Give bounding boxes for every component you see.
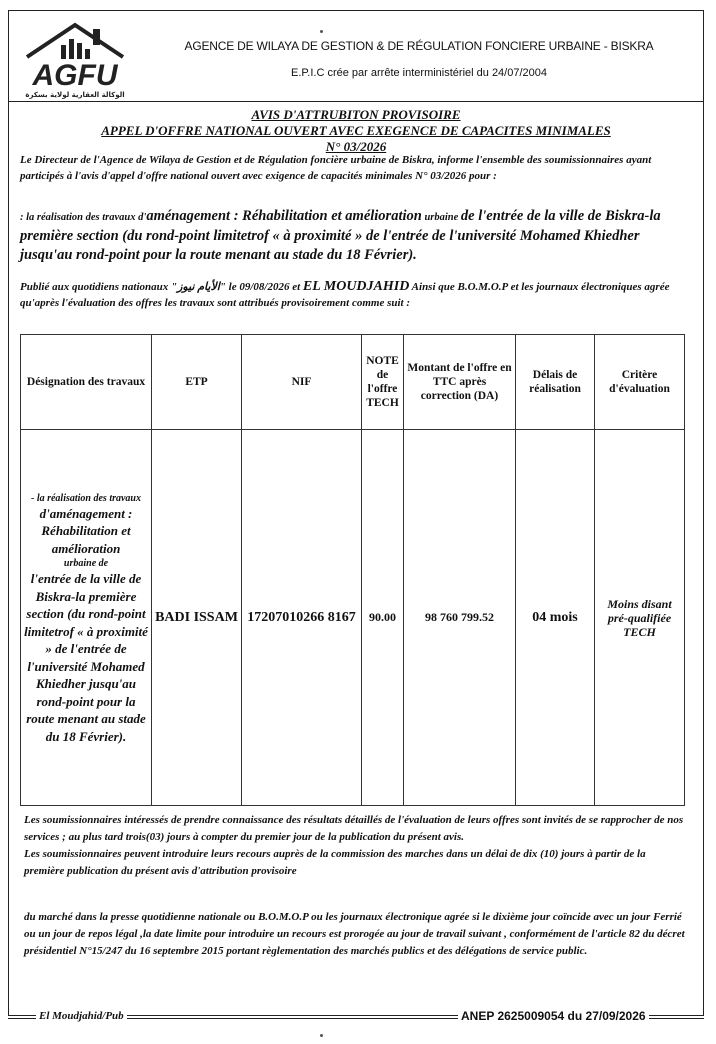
header-note: NOTE de l'offre TECH	[362, 335, 404, 430]
cell-nif: 17207010266 8167	[242, 430, 362, 806]
notice-titles	[9, 107, 703, 155]
header-nif: NIF	[242, 335, 362, 430]
header	[9, 11, 703, 102]
footer-paragraph-1: Les soumissionnaires intéressés de prendre connaissance des résultats détaillés de l'évaluation de leurs offres sont invités de se rapprocher de nos services ; au plus tard trois(03) jours à compter du premier jour de la publication du présent avis.	[24, 814, 684, 843]
intro-paragraph: Le Directeur de l'Agence de Wilaya de Gestion et de Régulation foncière urbaine de Biskra, informe l'ensemble des soumissionnaires ayant participés à l'avis d'appel d'offre national ouvert avec exigence de capacités minimales N° 03/2026 pour :	[20, 154, 652, 182]
designation-small-2: urbaine de	[63, 558, 109, 570]
header-etp: ETP	[152, 335, 242, 430]
agency-name: AGENCE DE WILAYA DE GESTION & DE RÉGULATION FONCIERE URBAINE - BISKRA	[184, 39, 654, 53]
publication-text-a: Publié aux quotidiens nationaux "الأيام نيوز" le 09/08/2026 et	[20, 281, 303, 293]
title-line-1: AVIS D'ATTRUBITON PROVISOIRE	[251, 107, 461, 122]
cell-etp: BADI ISSAM	[152, 430, 242, 806]
publication-paragraph	[20, 279, 684, 311]
bottom-line	[0, 1009, 716, 1028]
publisher-label: El Moudjahid/Pub	[36, 1010, 127, 1022]
award-table	[20, 334, 685, 806]
designation-main: d'aménagement : Réhabilitation et amélioration	[39, 505, 133, 556]
title-line-3: N° 03/2026	[325, 139, 387, 154]
table-row	[21, 430, 685, 806]
el-moudjahid-name: EL MOUDJAHID	[302, 279, 410, 294]
title-line-2: APPEL D'OFFRE NATIONAL OUVERT AVEC EXEGENCE DE CAPACITES MINIMALES	[101, 123, 611, 138]
works-title-1: aménagement : Réhabilitation et amélioration	[146, 208, 422, 224]
works-title-2: de l'entrée de la ville de Biskra-la première section (du rond-point limitetrof « à proximité » de l'entrée de l'université Mohamed Khiedher jusqu'au rond-point pour la route menant au stade du 18 Février).	[20, 208, 661, 263]
cell-delai: 04 mois	[516, 430, 595, 806]
scan-speck	[320, 1034, 323, 1037]
header-montant: Montant de l'offre en TTC après correction (DA)	[404, 335, 516, 430]
works-mid: urbaine	[421, 212, 461, 223]
agfu-logo	[17, 19, 132, 99]
epic-line: E.P.I.C crée par arrête interministériel du 24/07/2004	[291, 67, 547, 79]
cell-montant: 98 760 799.52	[404, 430, 516, 806]
anep-reference: ANEP 2625009054 du 27/09/2026	[458, 1009, 649, 1023]
footer-paragraphs-1	[24, 812, 688, 880]
works-description	[20, 207, 684, 265]
header-delai: Délais de réalisation	[516, 335, 595, 430]
logo-text: AGFU	[32, 59, 118, 92]
scan-speck	[320, 30, 323, 33]
footer-paragraph-2: Les soumissionnaires peuvent introduire leurs recours auprès de la commission des marches dans un délai de dix (10) jours à partir de la première publication du présent avis d'attribution provisoire	[24, 848, 646, 877]
footer-paragraph-3: du marché dans la presse quotidienne nationale ou B.O.M.O.P ou les journaux électronique agrée si le dixième jour coïncide avec un jour Ferrié ou un jour de repos légal ,la date limite pour introduire un recours est prorogée au jour de travail suivant , conformément de l'article 82 du décret présidentiel N°15/247 du 16 septembre 2015 portant règlementation des marchés publics et des délégations de service public.	[24, 911, 685, 957]
header-designation: Désignation des travaux	[21, 335, 152, 430]
header-critere: Critère d'évaluation	[595, 335, 685, 430]
designation-small: - la réalisation des travaux	[30, 492, 141, 504]
logo-arabic-text: الوكالة العقارية لولاية بسكرة	[25, 91, 125, 99]
designation-rest: l'entrée de la ville de Biskra-la première section (du rond-point limitetrof « à proximité » de l'entrée de l'université Mohamed Khiedher jusqu'au rond-point pour la route menant au stade du 18 Février).	[24, 571, 148, 744]
works-prefix: : la réalisation des travaux d'	[20, 212, 147, 223]
cell-note: 90.00	[362, 430, 404, 806]
cell-designation	[21, 430, 152, 806]
cell-critere: Moins disant pré-qualifiée TECH	[595, 430, 685, 806]
publication-text-c: Ainsi que B.O.M.O.P et les journaux électroniques agrée qu'après l'évaluation des offres les travaux sont attribués provisoirement comme suit :	[20, 281, 670, 309]
table-header-row	[21, 335, 685, 430]
